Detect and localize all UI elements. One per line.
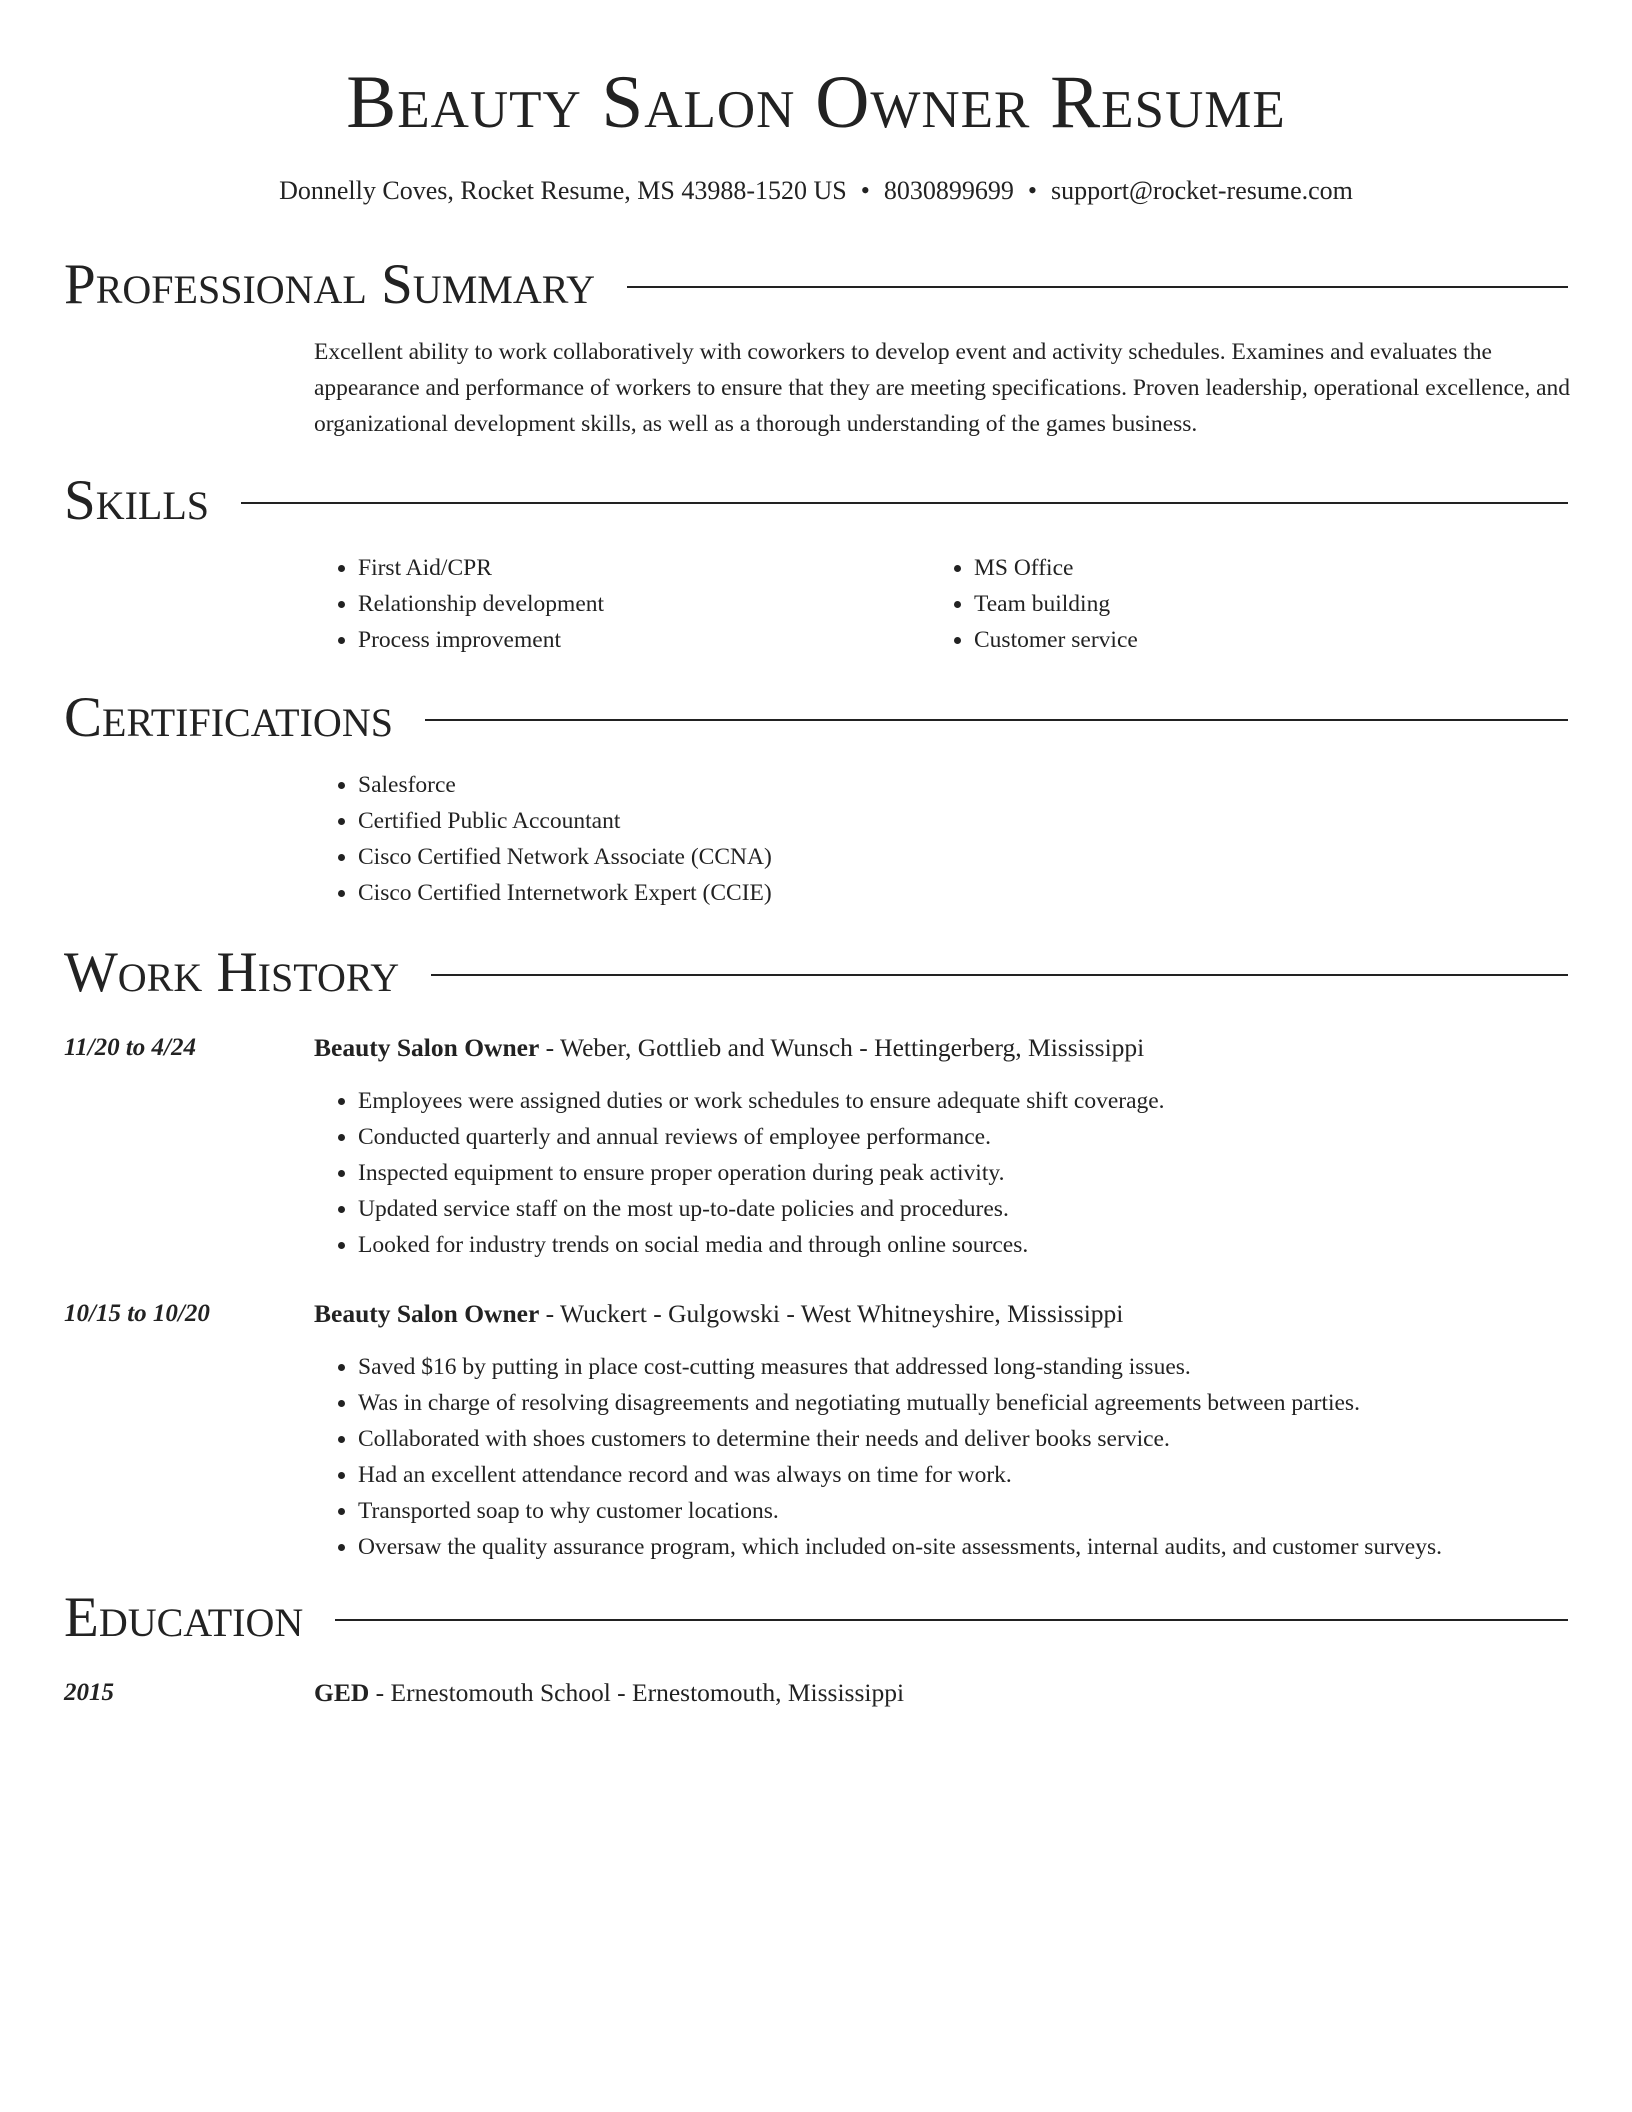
skill-item: • Customer service [974,622,1138,658]
job-heading [314,1030,1144,1066]
skill-item: • Team building [974,586,1138,622]
section-divider [335,1619,1568,1621]
section-divider [425,719,1568,721]
certifications-list [314,767,772,911]
education-year: 2015 [64,1679,114,1706]
skills-section-header [64,467,1568,535]
job-duty-item: • Employees were assigned duties or work schedules to ensure adequate shift coverage. [358,1083,1165,1119]
job-duty-item: • Collaborated with shoes customers to determine their needs and deliver books service. [358,1421,1442,1457]
job-duty-item: • Looked for industry trends on social media and through online sources. [358,1227,1165,1263]
work-history-heading: Work History [64,941,400,1004]
contact-separator: • [1027,176,1037,205]
certification-item: • Certified Public Accountant [358,803,772,839]
education-degree: GED [314,1678,370,1707]
job-dates: 11/20 to 4/24 [64,1034,196,1061]
summary-text: Excellent ability to work collaboratively with coworkers to develop event and activity schedules. Examines and evaluates the appearance and performance of workers to ensure that they are meeting specifications. Proven leadership, operational excellence, and organizational development skills, as well as a thorough understanding of the games business. [314,339,1571,437]
job-employer-location: - Wuckert - Gulgowski - West Whitneyshire, Mississippi [539,1299,1124,1328]
section-divider [241,502,1568,504]
job-duties-list [314,1083,1165,1263]
job-duty-item: • Transported soap to why customer locations. [358,1493,1442,1529]
job-duty-item: • Inspected equipment to ensure proper operation during peak activity. [358,1155,1165,1191]
job-title: Beauty Salon Owner [314,1299,540,1328]
contact-email: support@rocket-resume.com [1050,176,1353,205]
section-divider [627,286,1568,288]
contact-address: Donnelly Coves, Rocket Resume, MS 43988-1520 US [279,176,847,205]
skill-item: • First Aid/CPR [358,550,604,586]
certification-item: • Cisco Certified Network Associate (CCNA) [358,839,772,875]
certifications-section-header [64,684,1568,752]
resume-title: Beauty Salon Owner Resume [346,61,1286,144]
job-duty-item: • Oversaw the quality assurance program, which included on-site assessments, internal audits, and customer surveys. [358,1529,1442,1565]
job-duty-item: • Updated service staff on the most up-to-date policies and procedures. [358,1191,1165,1227]
summary-section-header [64,251,1568,319]
section-divider [431,974,1568,976]
job-duty-item: • Had an excellent attendance record and was always on time for work. [358,1457,1442,1493]
skill-item: • Process improvement [358,622,604,658]
job-duty-item: • Conducted quarterly and annual reviews of employee performance. [358,1119,1165,1155]
job-title: Beauty Salon Owner [314,1033,540,1062]
education-entry [314,1675,904,1711]
education-section-header [64,1584,1568,1652]
job-duties-list [314,1349,1442,1565]
work-history-section-header [64,939,1568,1007]
certifications-heading: Certifications [64,686,393,749]
skill-item: • Relationship development [358,586,604,622]
education-heading: Education [64,1586,304,1649]
certifications-block [314,767,772,911]
skills-heading: Skills [64,469,210,532]
contact-separator: • [860,176,870,205]
job-dates: 10/15 to 10/20 [64,1300,210,1327]
certification-item: • Cisco Certified Internetwork Expert (CCIE) [358,875,772,911]
skills-left-column [314,550,604,658]
skills-list-right [930,550,1138,658]
job-duties-block [314,1083,1165,1263]
job-duty-item: • Was in charge of resolving disagreements and negotiating mutually beneficial agreements between parties. [358,1385,1442,1421]
summary-heading: Professional Summary [64,253,596,316]
skill-item: • MS Office [974,550,1138,586]
job-employer-location: - Weber, Gottlieb and Wunsch - Hettingerberg, Mississippi [539,1033,1145,1062]
skills-right-column [930,550,1138,658]
job-heading [314,1296,1123,1332]
certification-item: • Salesforce [358,767,772,803]
contact-phone: 8030899699 [883,176,1014,205]
job-duties-block [314,1349,1442,1565]
contact-line [64,174,1568,208]
skills-list-left [314,550,604,658]
education-school-location: - Ernestomouth School - Ernestomouth, Mississippi [369,1678,905,1707]
job-duty-item: • Saved $16 by putting in place cost-cutting measures that addressed long-standing issues. [358,1349,1442,1385]
